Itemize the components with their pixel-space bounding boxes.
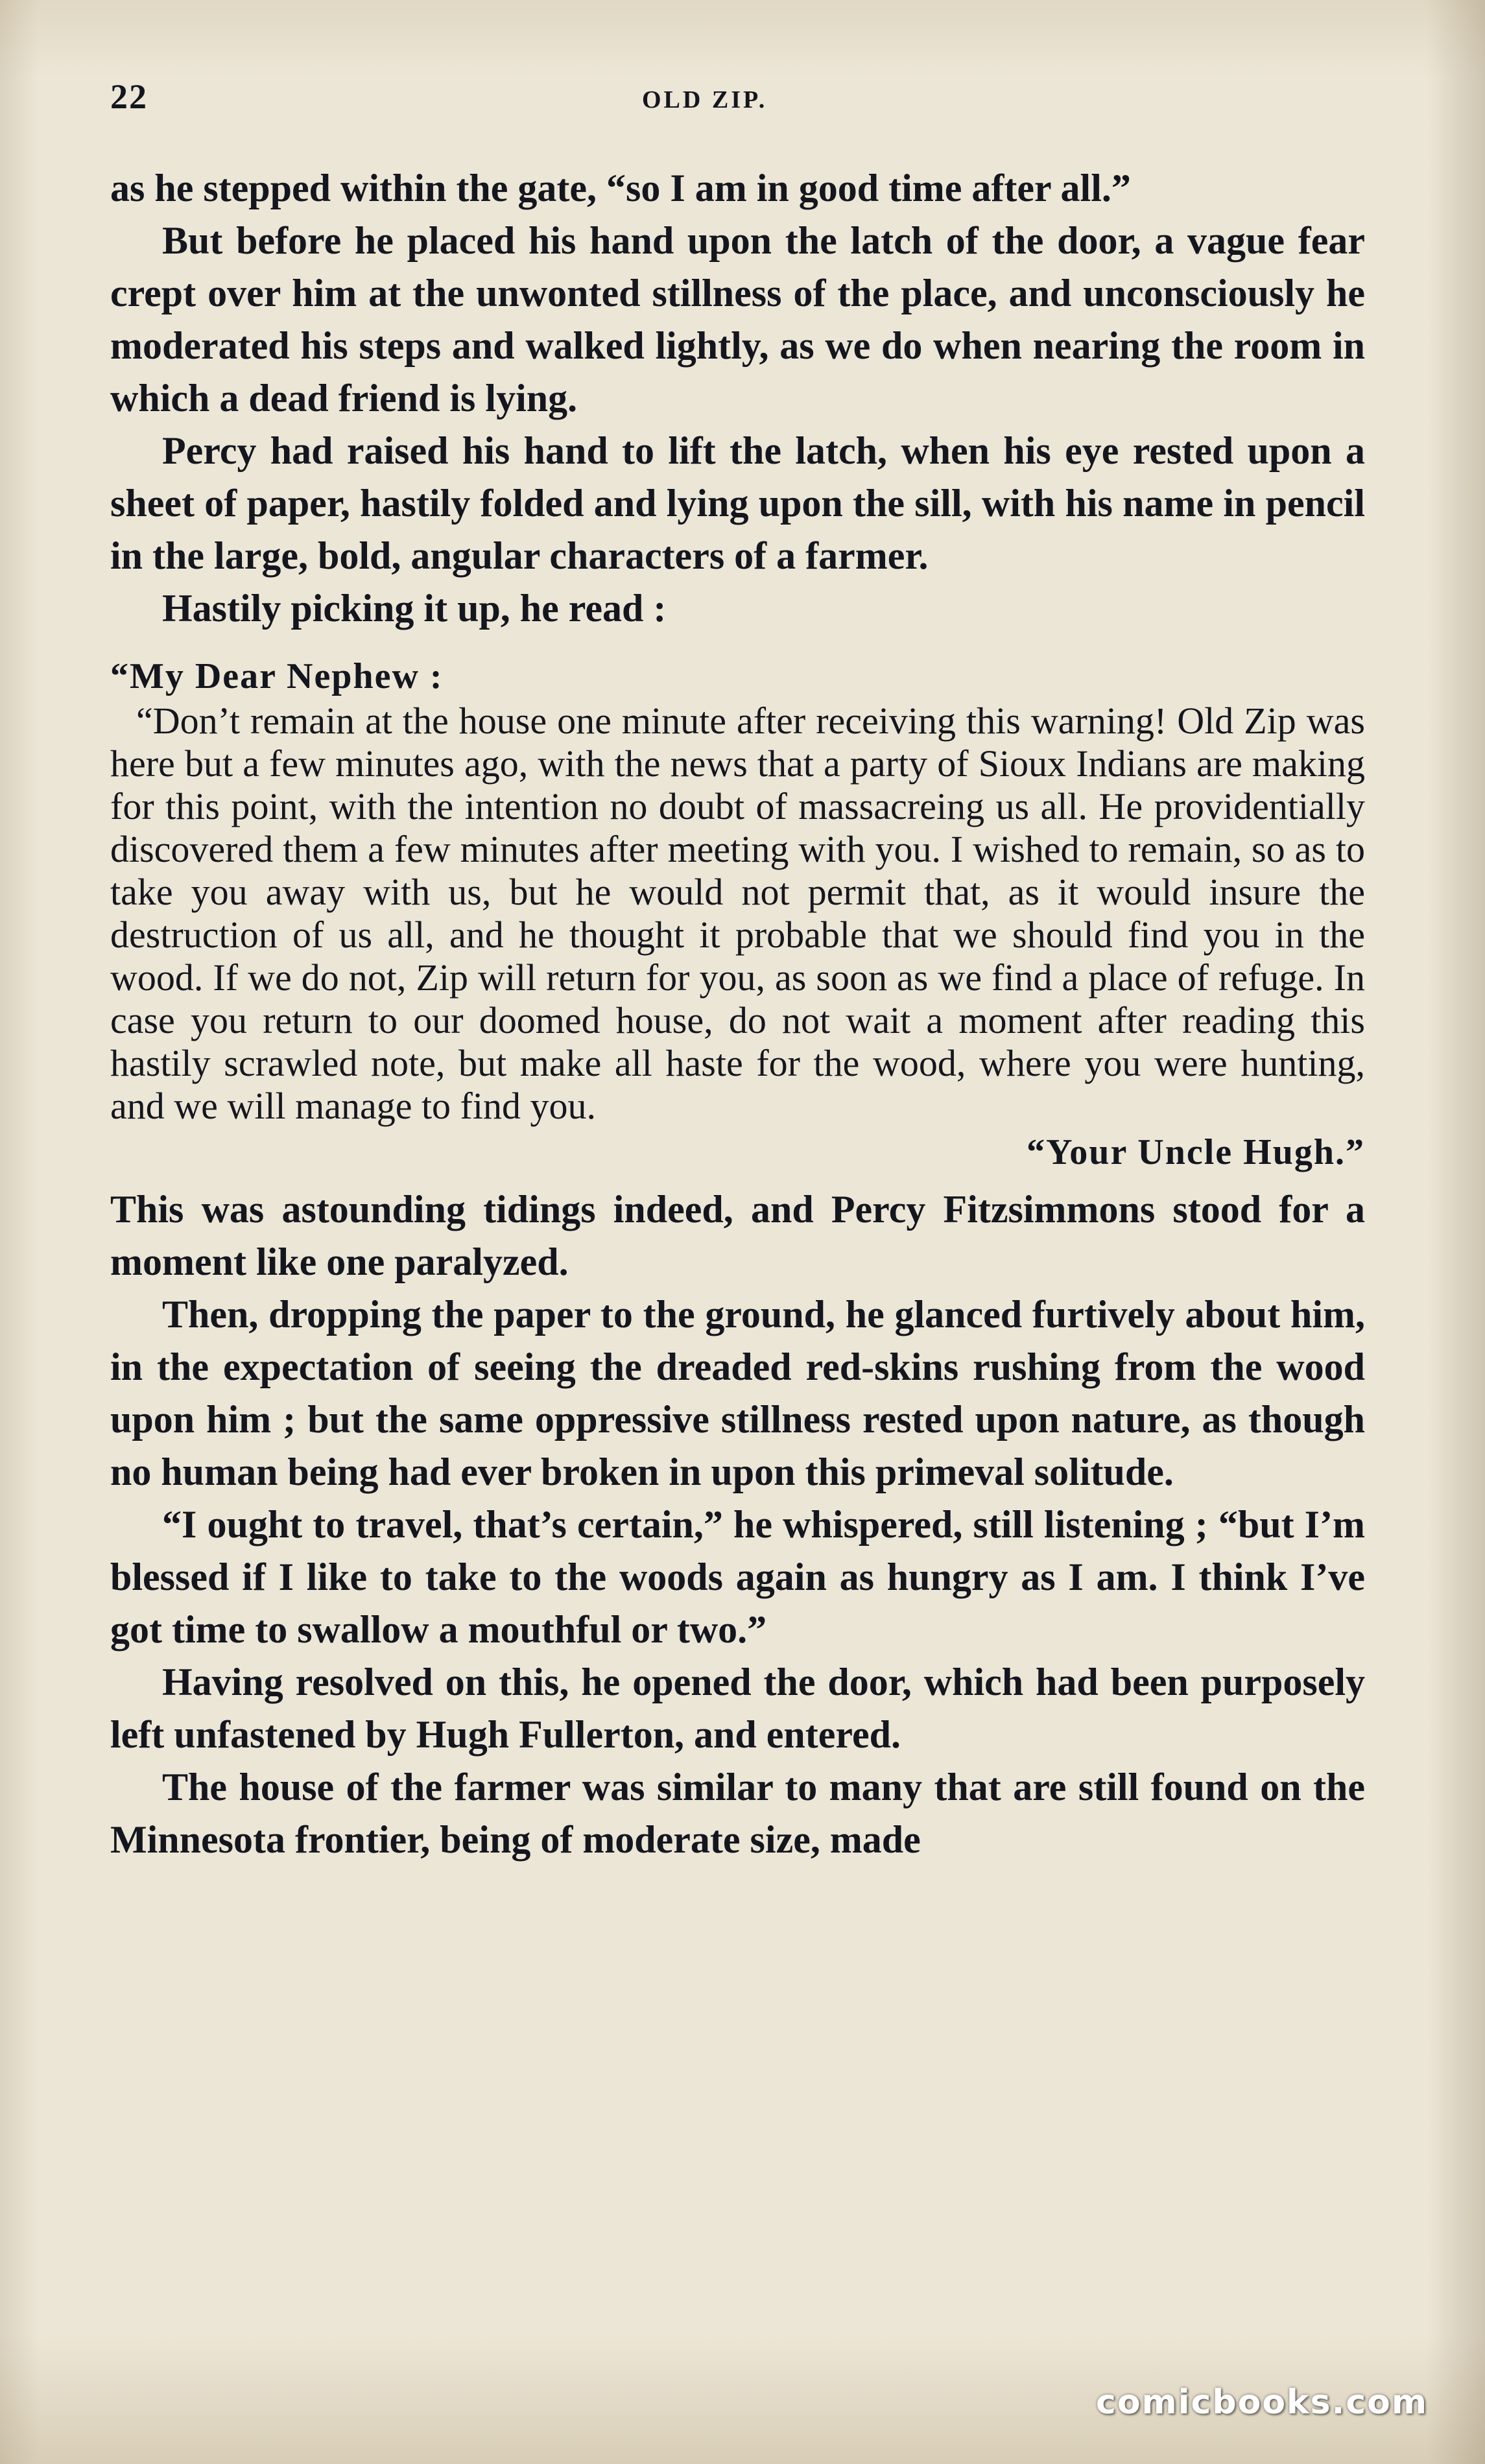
- letter: [110, 653, 1365, 1177]
- paragraph: Hastily picking it up, he read :: [162, 587, 667, 630]
- page-number: 22: [110, 77, 148, 116]
- paragraph: This was astounding tidings indeed, and Percy Fitzsimmons stood for a moment like one paralyzed.: [110, 1188, 1365, 1283]
- running-head: OLD ZIP.: [642, 86, 768, 113]
- body-text: [110, 162, 1365, 1866]
- paragraph: But before he placed his hand upon the latch of the door, a vague fear crept over him at the unwonted stillness of the place, and unconsciously he moderated his steps and walked lightly, as we do when nearing the room in which a dead friend is lying.: [110, 219, 1365, 420]
- paragraph: The house of the farmer was similar to many that are still found on the Minnesota frontier, being of moderate size, made: [110, 1766, 1365, 1861]
- paragraph: Having resolved on this, he opened the door, which had been purposely left unfastened by Hugh Fullerton, and entered.: [110, 1661, 1365, 1756]
- watermark: comicbooks.com: [1096, 2383, 1429, 2422]
- paragraph: as he stepped within the gate, “so I am in good time after all.”: [110, 167, 1131, 209]
- letter-signature: “Your Uncle Hugh.”: [1027, 1132, 1365, 1172]
- page-header: [110, 77, 1362, 115]
- paragraph: Percy had raised his hand to lift the latch, when his eye rested upon a sheet of paper, hastily folded and lying upon the sill, with his name in pencil in the large, bold, angular characters of a farmer.: [110, 429, 1365, 577]
- letter-salutation: “My Dear Nephew :: [110, 656, 444, 696]
- paragraph: “I ought to travel, that’s certain,” he whispered, still listening ; “but I’m blessed if I like to take to the woods again as hungry as I am. I think I’ve got time to swallow a mouthful or two.”: [110, 1503, 1365, 1651]
- letter-body: “Don’t remain at the house one minute after receiving this warning! Old Zip was here but a few minutes ago, with the news that a party of Sioux Indians are making for this point, with the intention no doubt of massacreing us all. He providentially discovered them a few minutes after meeting with you. I wished to remain, so as to take you away with us, but he would not permit that, as it would insure the destruction of us all, and he thought it probable that we should find you in the wood. If we do not, Zip will return for you, as soon as we find a place of refuge. In case you return to our doomed house, do not wait a moment after reading this hastily scrawled note, but make all haste for the wood, where you were hunting, and we will manage to find you.: [110, 700, 1365, 1127]
- paragraph: Then, dropping the paper to the ground, he glanced furtively about him, in the expectation of seeing the dreaded red-skins rushing from the wood upon him ; but the same oppressive stillness rested upon nature, as though no human being had ever broken in upon this primeval solitude.: [110, 1293, 1365, 1493]
